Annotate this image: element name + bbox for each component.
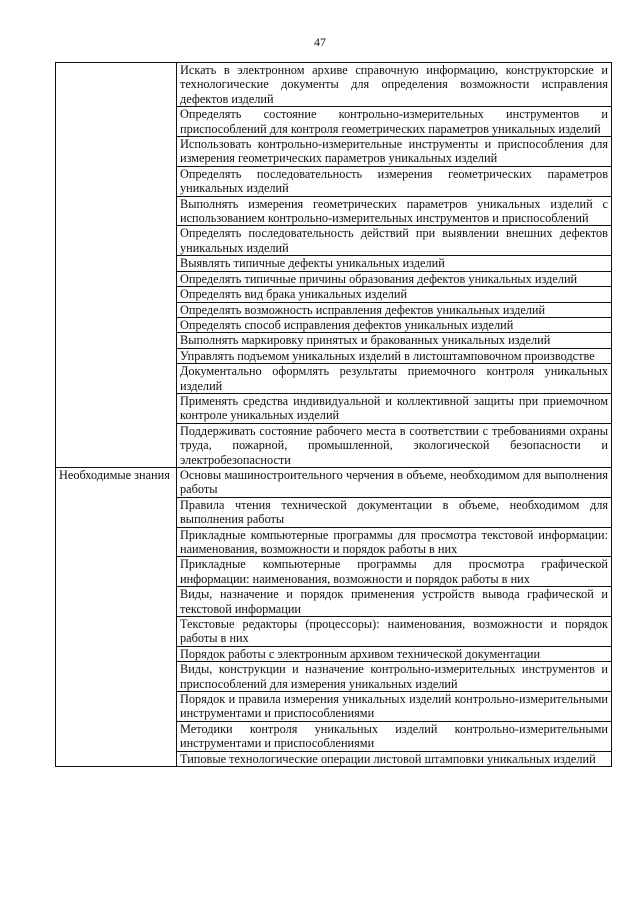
requirement-cell: Определять последовательность измерения геометрических параметров уникальных изделий: [177, 166, 612, 196]
requirement-cell: Документально оформлять результаты приемочного контроля уникальных изделий: [177, 364, 612, 394]
table-row: [56, 467, 612, 497]
requirement-cell: Применять средства индивидуальной и коллективной защиты при приемочном контроле уникальных изделий: [177, 393, 612, 423]
requirement-cell: Текстовые редакторы (процессоры): наименования, возможности и порядок работы в них: [177, 617, 612, 647]
section-label: Необходимые знания: [56, 467, 177, 766]
requirement-cell: Методики контроля уникальных изделий контрольно-измерительными инструментами и приспособлениями: [177, 721, 612, 751]
requirement-cell: Использовать контрольно-измерительные инструменты и приспособления для измерения геометрических параметров уникальных изделий: [177, 137, 612, 167]
requirement-cell: Определять типичные причины образования дефектов уникальных изделий: [177, 271, 612, 286]
requirements-table-body: [56, 63, 612, 767]
requirement-cell: Типовые технологические операции листовой штамповки уникальных изделий: [177, 751, 612, 766]
requirement-cell: Прикладные компьютерные программы для просмотра текстовой информации: наименования, возможности и порядок работы в них: [177, 527, 612, 557]
requirement-cell: Выполнять маркировку принятых и бракованных уникальных изделий: [177, 333, 612, 348]
requirements-table: [55, 62, 612, 767]
requirement-cell: Порядок и правила измерения уникальных изделий контрольно-измерительными инструментами и приспособлениями: [177, 692, 612, 722]
requirement-cell: Поддерживать состояние рабочего места в соответствии с требованиями охраны труда, пожарной, промышленной, экологической безопасности и электробезопасности: [177, 423, 612, 467]
requirement-cell: Искать в электронном архиве справочную информацию, конструкторские и технологические документы для определения возможности исправления дефектов изделий: [177, 63, 612, 107]
page-number: 47: [314, 35, 326, 49]
section-label: [56, 63, 177, 468]
requirement-cell: Порядок работы с электронным архивом технической документации: [177, 646, 612, 661]
requirement-cell: Основы машиностроительного черчения в объеме, необходимом для выполнения работы: [177, 467, 612, 497]
requirement-cell: Выполнять измерения геометрических параметров уникальных изделий с использованием контрольно-измерительных инструментов и приспособлений: [177, 196, 612, 226]
requirement-cell: Определять возможность исправления дефектов уникальных изделий: [177, 302, 612, 317]
requirement-cell: Определять последовательность действий при выявлении внешних дефектов уникальных изделий: [177, 226, 612, 256]
requirement-cell: Управлять подъемом уникальных изделий в листоштамповочном производстве: [177, 348, 612, 363]
table-row: [56, 63, 612, 107]
requirement-cell: Выявлять типичные дефекты уникальных изделий: [177, 256, 612, 271]
requirement-cell: Определять вид брака уникальных изделий: [177, 287, 612, 302]
requirement-cell: Определять способ исправления дефектов уникальных изделий: [177, 317, 612, 332]
requirement-cell: Прикладные компьютерные программы для просмотра графической информации: наименования, возможности и порядок работы в них: [177, 557, 612, 587]
requirement-cell: Виды, назначение и порядок применения устройств вывода графической и текстовой информации: [177, 587, 612, 617]
requirement-cell: Определять состояние контрольно-измерительных инструментов и приспособлений для контроля геометрических параметров уникальных изделий: [177, 107, 612, 137]
requirement-cell: Виды, конструкции и назначение контрольно-измерительных инструментов и приспособлений для измерения уникальных изделий: [177, 662, 612, 692]
requirement-cell: Правила чтения технической документации в объеме, необходимом для выполнения работы: [177, 497, 612, 527]
